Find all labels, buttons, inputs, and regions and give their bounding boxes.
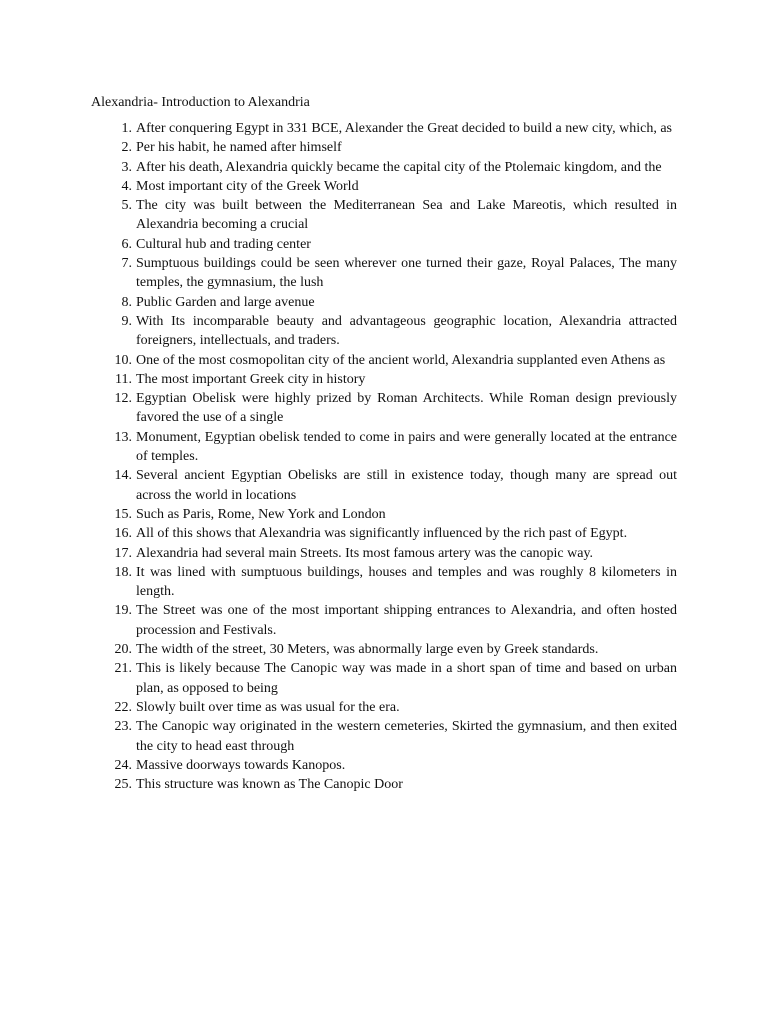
list-item bbox=[91, 544, 677, 563]
list-item-text: All of this shows that Alexandria was significantly influenced by the rich past of Egypt. bbox=[136, 526, 628, 542]
list-item-text: After his death, Alexandria quickly became the capital city of the Ptolemaic kingdom, and the bbox=[136, 159, 662, 175]
list-item-number: 2. bbox=[121, 140, 132, 156]
list-item-text: The width of the street, 30 Meters, was abnormally large even by Greek standards. bbox=[136, 642, 599, 658]
list-item bbox=[91, 312, 677, 351]
list-item bbox=[91, 370, 677, 389]
list-item bbox=[91, 659, 677, 698]
list-item bbox=[91, 698, 677, 717]
list-item-number: 16. bbox=[114, 526, 132, 542]
list-item-text: The city was built between the Mediterranean Sea and Lake Mareotis, which resulted in Alexandria becoming a crucial bbox=[136, 198, 677, 233]
document-title: Alexandria- Introduction to Alexandria bbox=[91, 95, 310, 110]
list-item-number: 11. bbox=[115, 371, 132, 387]
list-item-text: It was lined with sumptuous buildings, houses and temples and was roughly 8 kilometers in length. bbox=[136, 564, 677, 600]
list-item-number: 1. bbox=[121, 121, 132, 136]
list-item-number: 5. bbox=[121, 198, 132, 214]
list-item-text: This is likely because The Canopic way was made in a short span of time and based on urban plan, as opposed to being bbox=[136, 661, 677, 696]
list-item-number: 23. bbox=[114, 719, 132, 735]
list-item-text: Monument, Egyptian obelisk tended to come in pairs and were generally located at the entrance of temples. bbox=[136, 429, 677, 465]
list-item bbox=[91, 717, 677, 756]
list-item bbox=[91, 158, 677, 177]
list-item bbox=[91, 524, 677, 543]
numbered-list bbox=[91, 119, 677, 794]
list-item-number: 7. bbox=[121, 256, 132, 272]
list-item-number: 13. bbox=[114, 429, 132, 445]
list-item-number: 9. bbox=[121, 313, 132, 329]
list-item-text: Public Garden and large avenue bbox=[136, 294, 315, 310]
list-item-number: 12. bbox=[114, 391, 132, 407]
list-item bbox=[91, 756, 677, 775]
list-item bbox=[91, 505, 677, 524]
list-item-text: The Canopic way originated in the western cemeteries, Skirted the gymnasium, and then exited the city to head east through bbox=[136, 719, 677, 754]
list-item-text: Most important city of the Greek World bbox=[136, 178, 359, 194]
list-item-text: Egyptian Obelisk were highly prized by Roman Architects. While Roman design previously favored the use of a single bbox=[136, 391, 677, 426]
list-item-number: 22. bbox=[114, 699, 132, 715]
list-item bbox=[91, 428, 677, 467]
list-item bbox=[91, 466, 677, 505]
list-item-text: The most important Greek city in history bbox=[136, 371, 366, 387]
list-item-number: 19. bbox=[114, 603, 132, 619]
list-item-number: 21. bbox=[114, 661, 132, 677]
list-item-number: 25. bbox=[114, 777, 132, 793]
list-item bbox=[91, 563, 677, 602]
list-item-number: 3. bbox=[121, 159, 132, 175]
list-item-text: One of the most cosmopolitan city of the ancient world, Alexandria supplanted even Athens as bbox=[136, 352, 666, 368]
list-item bbox=[91, 351, 677, 370]
list-item-number: 15. bbox=[114, 506, 132, 522]
list-item-text: Several ancient Egyptian Obelisks are still in existence today, though many are spread out across the world in locations bbox=[136, 468, 677, 503]
list-item-text: Slowly built over time as was usual for the era. bbox=[136, 699, 400, 715]
list-item bbox=[91, 601, 677, 640]
list-item bbox=[91, 640, 677, 659]
list-item-text: With Its incomparable beauty and advantageous geographic location, Alexandria attracted foreigners, intellectuals, and traders. bbox=[136, 313, 677, 349]
list-item bbox=[91, 389, 677, 428]
list-item-text: The Street was one of the most important shipping entrances to Alexandria, and often hosted procession and Festivals. bbox=[136, 603, 677, 638]
list-item bbox=[91, 775, 677, 794]
list-item-number: 4. bbox=[121, 178, 132, 194]
list-item-number: 8. bbox=[121, 294, 132, 310]
list-item-text: Sumptuous buildings could be seen wherever one turned their gaze, Royal Palaces, The many temples, the gymnasium, the lush bbox=[136, 256, 677, 291]
list-item-number: 24. bbox=[114, 757, 132, 773]
list-item bbox=[91, 235, 677, 254]
list-item-number: 18. bbox=[114, 564, 132, 580]
list-item bbox=[91, 254, 677, 293]
list-item bbox=[91, 138, 677, 157]
list-item-text: Cultural hub and trading center bbox=[136, 236, 311, 252]
list-item bbox=[91, 293, 677, 312]
list-item bbox=[91, 119, 677, 138]
list-item-number: 20. bbox=[114, 642, 132, 658]
list-item bbox=[91, 177, 677, 196]
list-item-text: This structure was known as The Canopic Door bbox=[136, 777, 403, 793]
list-item-number: 14. bbox=[114, 468, 132, 484]
list-item bbox=[91, 196, 677, 235]
list-item-number: 6. bbox=[121, 236, 132, 252]
list-item-text: Massive doorways towards Kanopos. bbox=[136, 757, 346, 773]
list-item-text: Such as Paris, Rome, New York and London bbox=[136, 506, 386, 522]
list-item-text: After conquering Egypt in 331 BCE, Alexander the Great decided to build a new city, which, as bbox=[136, 121, 672, 136]
list-item-text: Alexandria had several main Streets. Its most famous artery was the canopic way. bbox=[136, 545, 594, 561]
list-item-number: 17. bbox=[114, 545, 132, 561]
list-item-text: Per his habit, he named after himself bbox=[136, 140, 342, 156]
list-item-number: 10. bbox=[114, 352, 132, 368]
